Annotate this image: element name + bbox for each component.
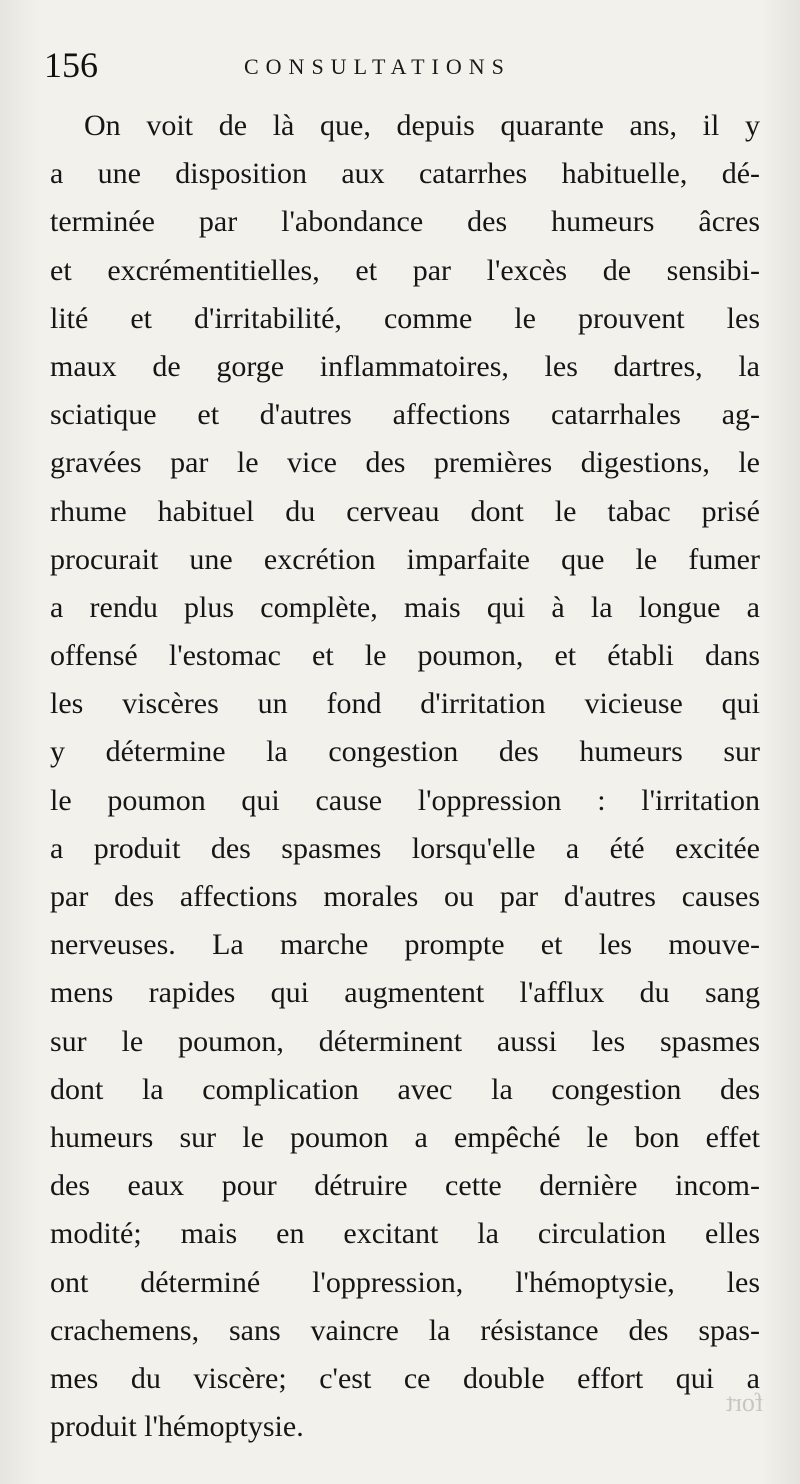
text-line: et excrémentitielles, et par l'excès de sensibi-: [50, 253, 760, 287]
text-line: crachemens, sans vaincre la résistance des spas-: [50, 1313, 760, 1347]
text-line: sur le poumon, déterminent aussi les spasmes: [50, 1024, 760, 1058]
text-line: a produit des spasmes lorsqu'elle a été excitée: [50, 831, 760, 865]
running-title: CONSULTATIONS: [244, 54, 511, 79]
text-line: terminée par l'abondance des humeurs âcres: [50, 205, 760, 239]
text-line: par des affections morales ou par d'autres causes: [50, 880, 760, 913]
text-line: a rendu plus complète, mais qui à la longue a: [50, 590, 760, 624]
body-paragraph: [50, 102, 760, 1451]
text-line: gravées par le vice des premières digestions, le: [50, 446, 760, 480]
text-line: ont déterminé l'oppression, l'hémoptysie, les: [50, 1265, 760, 1299]
text-line: nerveuses. La marche prompte et les mouve-: [50, 928, 760, 962]
text-line: sciatique et d'autres affections catarrhales ag-: [50, 398, 760, 432]
text-line: mens rapides qui augmentent l'afflux du sang: [50, 976, 760, 1010]
running-head: [44, 42, 764, 92]
text-line: produit l'hémoptysie.: [50, 1410, 304, 1444]
text-line: les viscères un fond d'irritation vicieuse qui: [50, 687, 760, 721]
bleed-through-text: fort: [726, 1388, 764, 1417]
text-line: rhume habituel du cerveau dont le tabac prisé: [50, 494, 760, 528]
text-line: a une disposition aux catarrhes habituelle, dé-: [50, 157, 760, 191]
text-line: humeurs sur le poumon a empêché le bon effet: [50, 1120, 760, 1154]
text-line: modité; mais en excitant la circulation elles: [50, 1217, 760, 1251]
text-line: mes du viscère; c'est ce double effort qui a: [50, 1361, 760, 1395]
page-number: 156: [44, 45, 98, 85]
text-line: le poumon qui cause l'oppression : l'irritation: [50, 783, 760, 817]
text-line: procurait une excrétion imparfaite que le fumer: [50, 542, 760, 576]
text-line: maux de gorge inflammatoires, les dartres, la: [50, 349, 760, 383]
text-line: y détermine la congestion des humeurs sur: [50, 735, 760, 769]
text-line: offensé l'estomac et le poumon, et établi dans: [50, 639, 760, 673]
text-line: dont la complication avec la congestion des: [50, 1072, 760, 1106]
text-line: lité et d'irritabilité, comme le prouvent les: [50, 301, 760, 335]
text-line: On voit de là que, depuis quarante ans, il y: [84, 109, 760, 142]
text-line: des eaux pour détruire cette dernière incom-: [50, 1169, 760, 1203]
